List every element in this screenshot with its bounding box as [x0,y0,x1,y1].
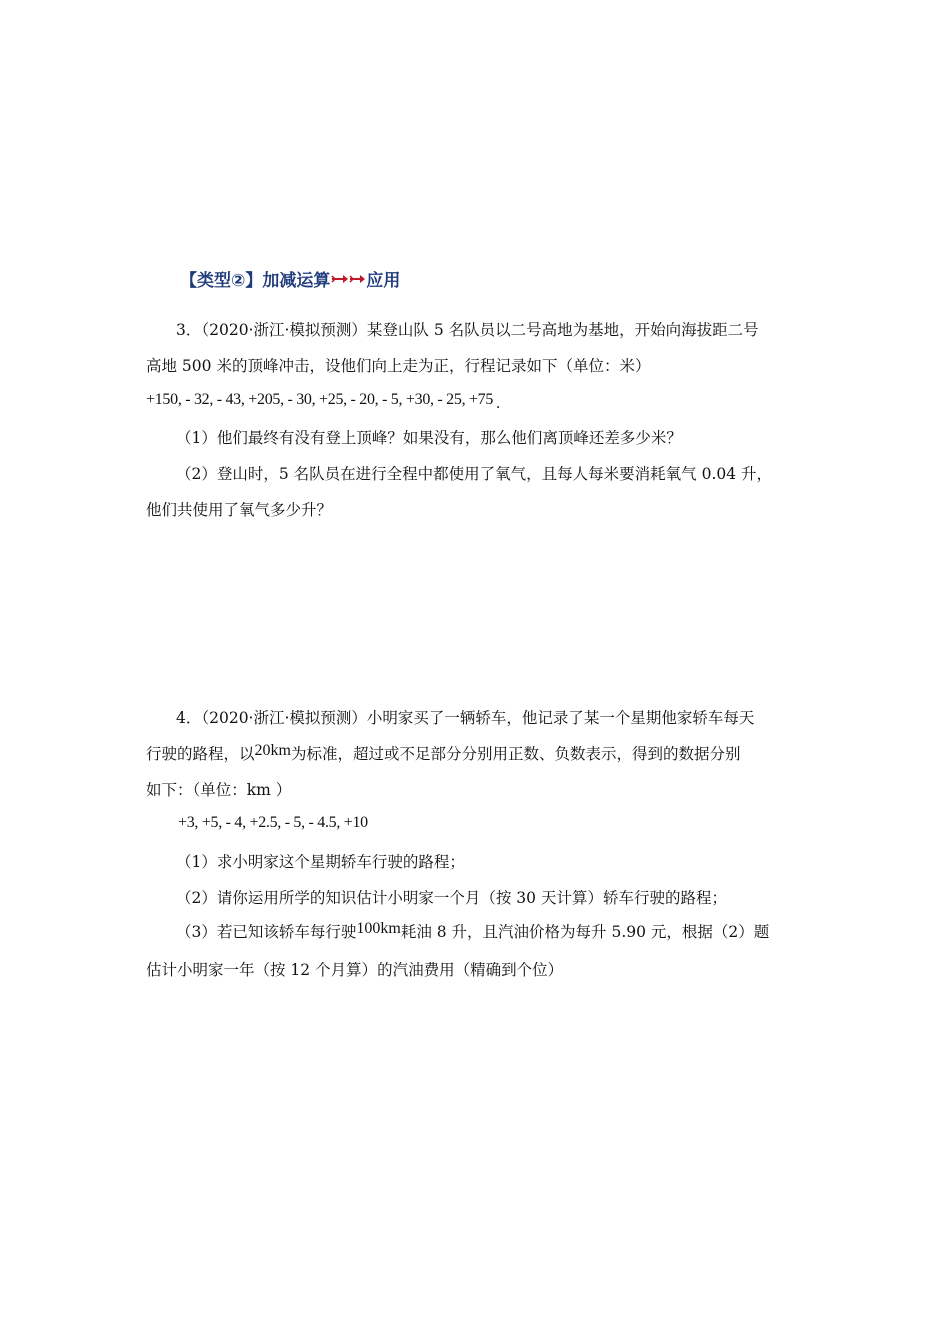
q4-line2-b: 为标准，超过或不足部分分别用正数、负数表示，得到的数据分别 [290,745,741,763]
q4-part3-b: 耗油 8 升，且汽油价格为每升 5.90 元，根据（2）题 [400,923,770,941]
q3-line2: 高地 500 米的顶峰冲击，设他们向上走为正，行程记录如下（单位：米） [146,357,651,375]
q4-line2 [146,744,740,765]
q3-line1: 3．（2020·浙江·模拟预测）某登山队 5 名队员以二号高地为基地，开始向海拔距二号 [176,321,759,339]
q4-line1: 4．（2020·浙江·模拟预测）小明家买了一辆轿车，他记录了某一个星期他家轿车每天 [176,709,755,727]
q3-part2-line1: （2）登山时，5 名队员在进行全程中都使用了氧气，且每人每米要消耗氧气 0.04 升， [176,465,773,483]
q4-record: +3, +5, - 4, +2.5, - 5, - 4.5, +10 [178,814,368,831]
q4-part3-line1 [176,922,769,943]
q3-part2-line2: 他们共使用了氧气多少升？ [146,501,333,519]
q3-part1: （1）他们最终有没有登上顶峰？如果没有，那么他们离顶峰还差多少米？ [176,429,682,447]
q4-part3-line2: 估计小明家一年（按 12 个月算）的汽油费用（精确到个位） [146,961,564,979]
q3-record-end: . [496,395,500,412]
q3-record [146,390,500,410]
section-heading-prefix: 【类型②】加减运算 [180,271,331,291]
q3-record-values: +150, - 32, - 43, +205, - 30, +25, - 20, - 5, +30, - 25, +75 [146,391,494,408]
q4-line3: 如下：（单位：km ） [146,781,292,799]
double-arrow-icon [331,273,365,285]
q4-part1: （1）求小明家这个星期轿车行驶的路程； [176,853,465,871]
q4-part3-a: （3）若已知该轿车每行驶 [176,923,357,941]
q4-standard-distance: 20km [254,742,291,759]
q4-part2: （2）请你运用所学的知识估计小明家一个月（按 30 天计算）轿车行驶的路程； [176,889,727,907]
section-heading-suffix: 应用 [366,271,401,291]
section-heading [180,266,400,291]
q4-line2-a: 行驶的路程，以 [146,745,255,763]
q4-fuel-distance: 100km [356,920,401,937]
